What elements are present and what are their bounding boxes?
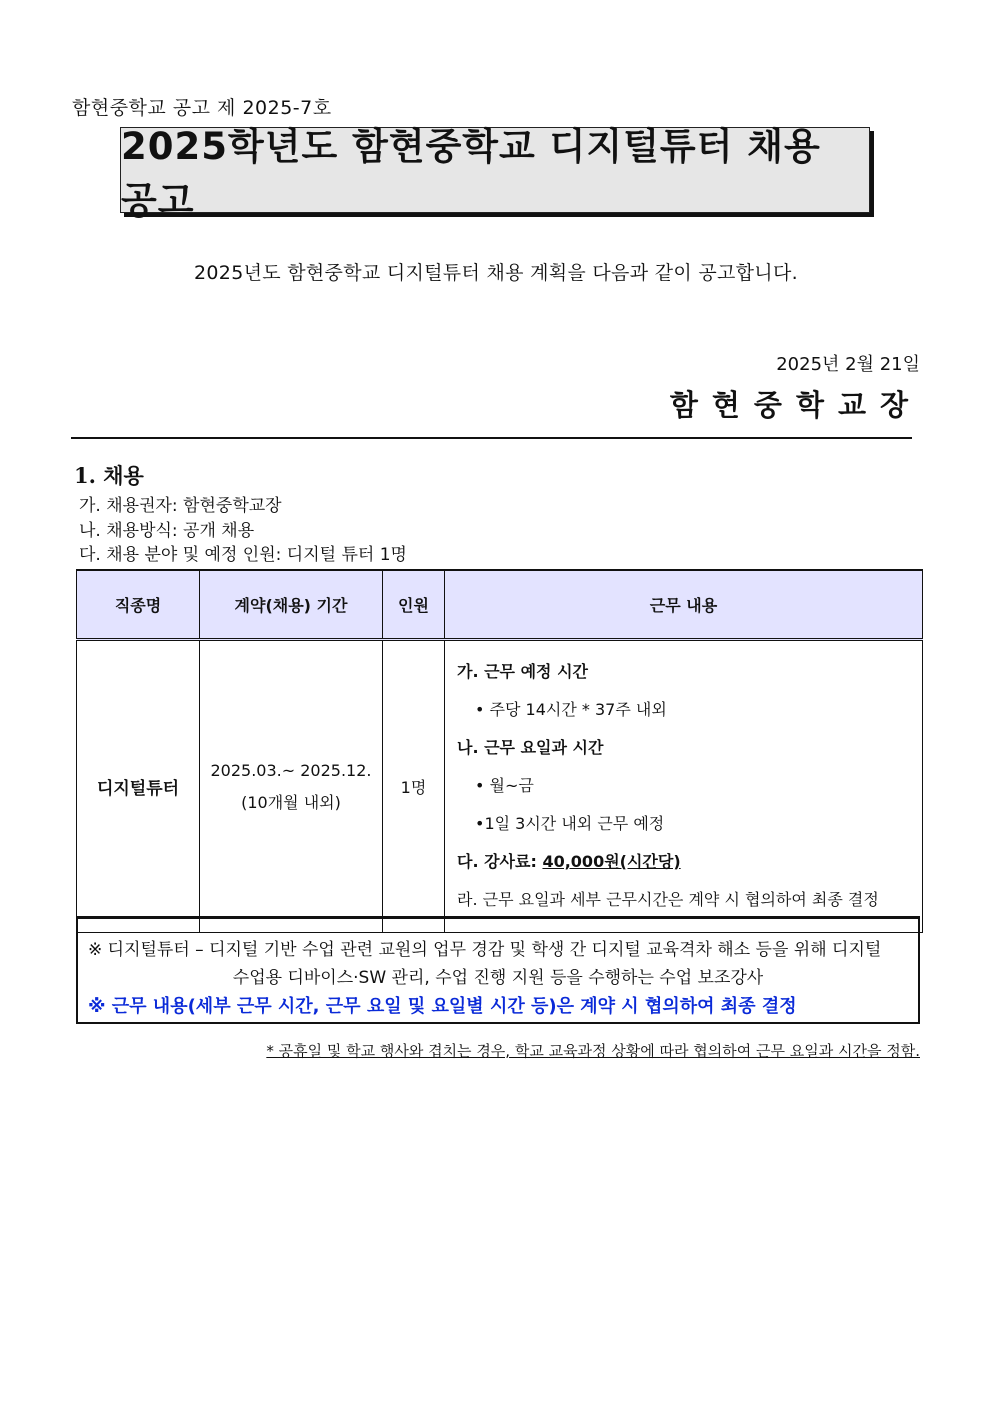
note-duty-decision: ※ 근무 내용(세부 근무 시간, 근무 요일 및 요일별 시간 등)은 계약 시 협의하여 최종 결정 — [88, 996, 797, 1017]
duty-b-item2: •1일 3시간 내외 근무 예정 — [475, 814, 665, 833]
section-item-employer: 가. 채용권자: 함현중학교장 — [79, 496, 282, 516]
intro-text: 2025년도 함현중학교 디지털튜터 채용 계획을 다음과 같이 공고합니다. — [194, 262, 798, 284]
note-definition-line1: ※ 디지털튜터 – 디지털 기반 수업 관련 교원의 업무 경감 및 학생 간 디지털 교육격차 해소 등을 위해 디지털 — [88, 940, 882, 960]
cell-count: 1명 — [383, 640, 445, 933]
document-number: 함현중학교 공고 제 2025-7호 — [72, 97, 332, 119]
duty-b-head: 나. 근무 요일과 시간 — [457, 738, 604, 757]
cell-job: 디지털튜터 — [77, 640, 200, 933]
cell-period — [200, 640, 383, 933]
header-period: 계약(채용) 기간 — [200, 570, 383, 640]
period-dates: 2025.03.~ 2025.12. — [210, 760, 372, 780]
section-item-field: 다. 채용 분야 및 예정 인원: 디지털 튜터 1명 — [79, 545, 407, 565]
footnote: * 공휴일 및 학교 행사와 겹치는 경우, 학교 교육과정 상황에 따라 협의하여 근무 요일과 시간을 정함. — [266, 1042, 920, 1060]
duty-c-label: 다. 강사료: — [457, 852, 543, 871]
announcement-date: 2025년 2월 21일 — [776, 354, 920, 375]
table-header-row — [77, 570, 923, 640]
duty-c-pay: 40,000원(시간당) — [542, 852, 681, 871]
note-definition-line2: 수업용 디바이스·SW 관리, 수업 진행 지원 등을 수행하는 수업 보조강사 — [232, 968, 764, 988]
title-box — [120, 125, 870, 222]
principal-signature: 함현중학교장 — [669, 388, 922, 422]
table-row — [77, 640, 923, 933]
duty-a-item: • 주당 14시간 * 37주 내외 — [475, 700, 667, 719]
header-count: 인원 — [383, 570, 445, 640]
divider — [71, 437, 912, 439]
duty-b-item1: • 월~금 — [475, 776, 534, 795]
duty-c-row — [457, 843, 922, 881]
duty-a-head: 가. 근무 예정 시간 — [457, 662, 588, 681]
section-item-method: 나. 채용방식: 공개 채용 — [79, 521, 255, 541]
header-duty: 근무 내용 — [445, 570, 923, 640]
section-title: 1. 채용 — [74, 463, 144, 488]
notes-box — [76, 916, 920, 1024]
page-title: 2025학년도 함현중학교 디지털튜터 채용 공고 — [121, 125, 821, 222]
duty-d-text: 라. 근무 요일과 세부 근무시간은 계약 시 협의하여 최종 결정 — [457, 890, 879, 909]
header-job: 직종명 — [77, 570, 200, 640]
period-note: (10개월 내외) — [241, 792, 341, 812]
cell-duty — [445, 640, 923, 933]
recruitment-table — [76, 569, 923, 933]
